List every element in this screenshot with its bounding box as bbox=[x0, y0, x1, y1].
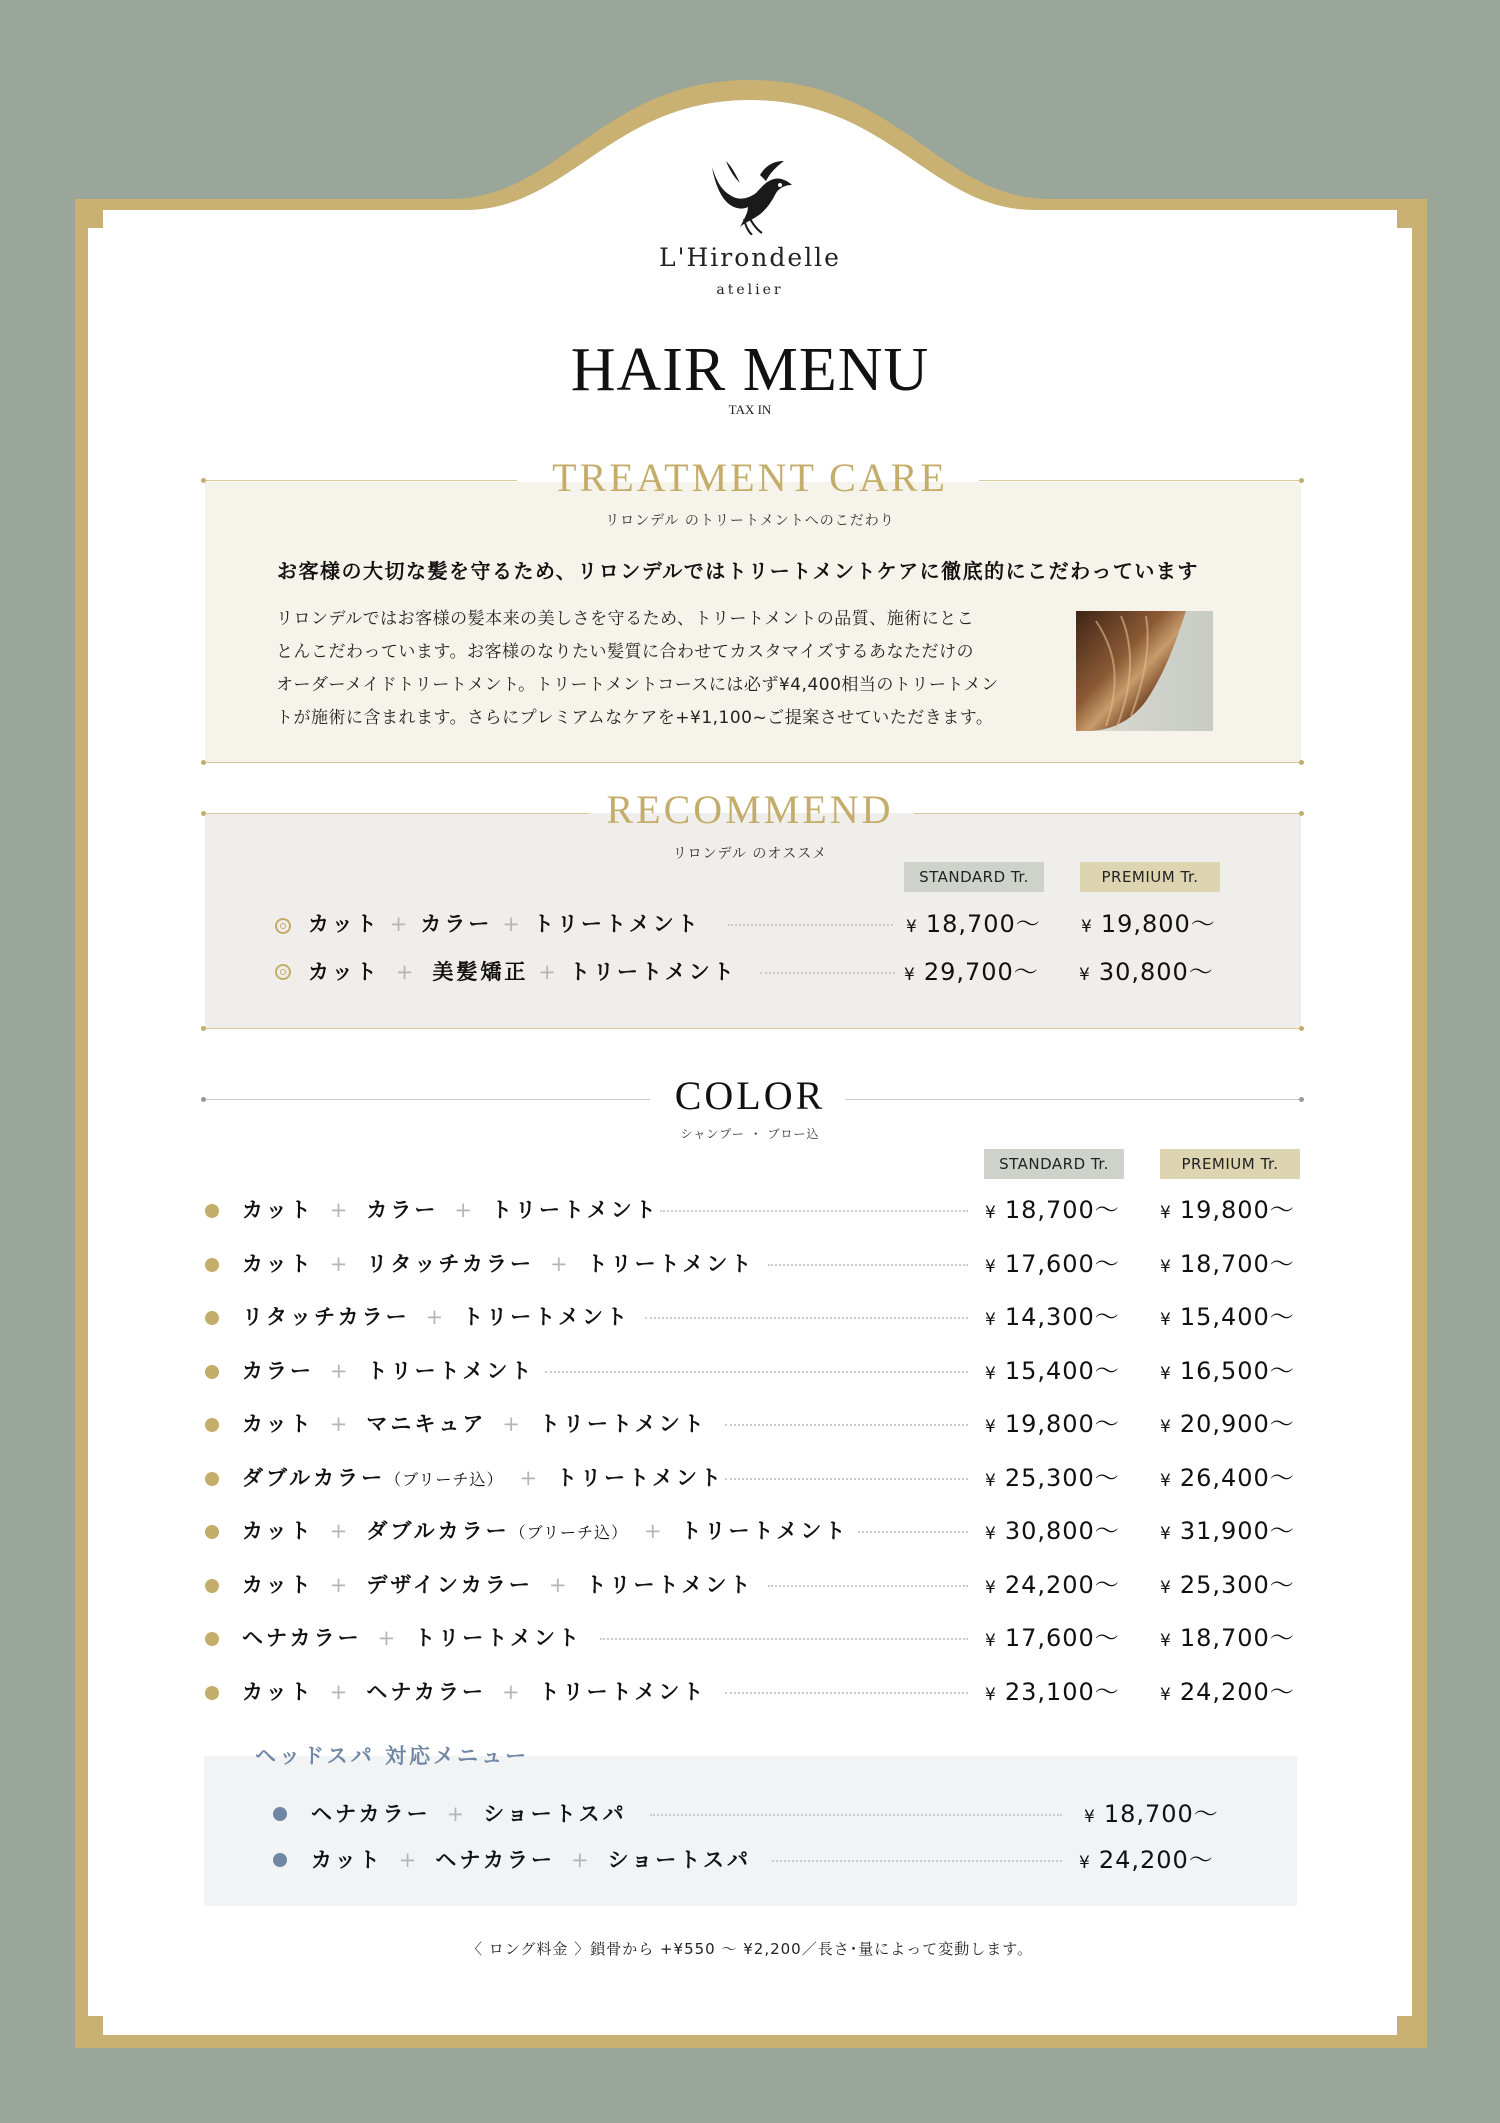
color-heading: COLOR bbox=[674, 1073, 826, 1118]
brand-name: L'Hirondelle bbox=[659, 243, 841, 272]
list-item: リタッチカラー + トリートメント ¥ 14,300〜 ¥ 15,400〜 bbox=[242, 1303, 1295, 1331]
divider bbox=[205, 762, 1301, 763]
divider-dot bbox=[1299, 760, 1304, 765]
tag-standard: STANDARD Tr. bbox=[904, 862, 1044, 892]
divider bbox=[205, 1028, 1301, 1029]
tax-note: TAX IN bbox=[728, 402, 772, 417]
list-item: カット + 美髪矯正 + トリートメント ¥ 29,700〜 ¥ 30,800〜 bbox=[308, 958, 1214, 986]
tag-premium: PREMIUM Tr. bbox=[1160, 1149, 1300, 1179]
treatment-heading: TREATMENT CARE bbox=[552, 455, 948, 500]
brand-subtitle: atelier bbox=[716, 282, 784, 298]
list-item: カット + ヘナカラー + トリートメント ¥ 23,100〜 ¥ 24,200〜 bbox=[242, 1678, 1295, 1706]
list-item: ヘナカラー + トリートメント ¥ 17,600〜 ¥ 18,700〜 bbox=[242, 1624, 1295, 1652]
list-item: カット + ヘナカラー + ショートスパ ¥ 24,200〜 bbox=[311, 1846, 1214, 1874]
head-spa-heading: ヘッドスパ 対応メニュー bbox=[255, 1744, 530, 1768]
list-item: カラー + トリートメント ¥ 15,400〜 ¥ 16,500〜 bbox=[242, 1357, 1295, 1385]
list-item: カット + デザインカラー + トリートメント ¥ 24,200〜 ¥ 25,300〜 bbox=[242, 1571, 1295, 1599]
recommend-subheading: リロンデル のオススメ bbox=[672, 846, 828, 862]
color-subheading: シャンプー ・ ブロー込 bbox=[680, 1127, 820, 1141]
divider-dot bbox=[1299, 1026, 1304, 1031]
list-item: カット + マニキュア + トリートメント ¥ 19,800〜 ¥ 20,900〜 bbox=[242, 1410, 1295, 1438]
swallow-logo-icon bbox=[700, 155, 800, 235]
list-item: カット + カラー + トリートメント ¥ 18,700〜 ¥ 19,800〜 bbox=[308, 910, 1216, 938]
long-hair-note: 〈 ロング料金 〉鎖骨から +¥550 〜 ¥2,200／長さ･量によって変動します。 bbox=[466, 1940, 1034, 1958]
treatment-lead: お客様の大切な髪を守るため、リロンデルではトリートメントケアに徹底的にこだわっています bbox=[277, 559, 1199, 583]
tag-premium: PREMIUM Tr. bbox=[1080, 862, 1220, 892]
hair-photo bbox=[1076, 611, 1213, 731]
treatment-body: リロンデルではお客様の髪本来の美しさを守るため、トリートメントの品質、施術にとこ とんこだわっています。お客様のなりたい髪質に合わせてカスタマイズするあなただけの オーダーメイドトリートメント。トリートメントコースには必ず¥4,400相当のトリートメン トが施術に含まれます。さらにプレミアムなケアを+¥1,100~ご提案させていただきます。 bbox=[276, 609, 999, 728]
list-item: カット + リタッチカラー + トリートメント ¥ 17,600〜 ¥ 18,700〜 bbox=[242, 1250, 1295, 1278]
divider-dot bbox=[201, 760, 206, 765]
recommend-heading: RECOMMEND bbox=[606, 787, 894, 832]
list-item: ヘナカラー + ショートスパ ¥ 18,700〜 bbox=[311, 1800, 1219, 1828]
list-item: ダブルカラー（ブリーチ込） + トリートメント ¥ 25,300〜 ¥ 26,400〜 bbox=[242, 1464, 1295, 1492]
page-title: HAIR MENU bbox=[570, 336, 930, 404]
treatment-subheading: リロンデル のトリートメントへのこだわり bbox=[605, 513, 895, 529]
list-item: カット + カラー + トリートメント ¥ 18,700〜 ¥ 19,800〜 bbox=[242, 1196, 1295, 1224]
tag-standard: STANDARD Tr. bbox=[984, 1149, 1124, 1179]
divider-dot bbox=[201, 1026, 206, 1031]
list-item: カット + ダブルカラー（ブリーチ込） + トリートメント ¥ 30,800〜 ¥ 31,900〜 bbox=[242, 1517, 1295, 1545]
